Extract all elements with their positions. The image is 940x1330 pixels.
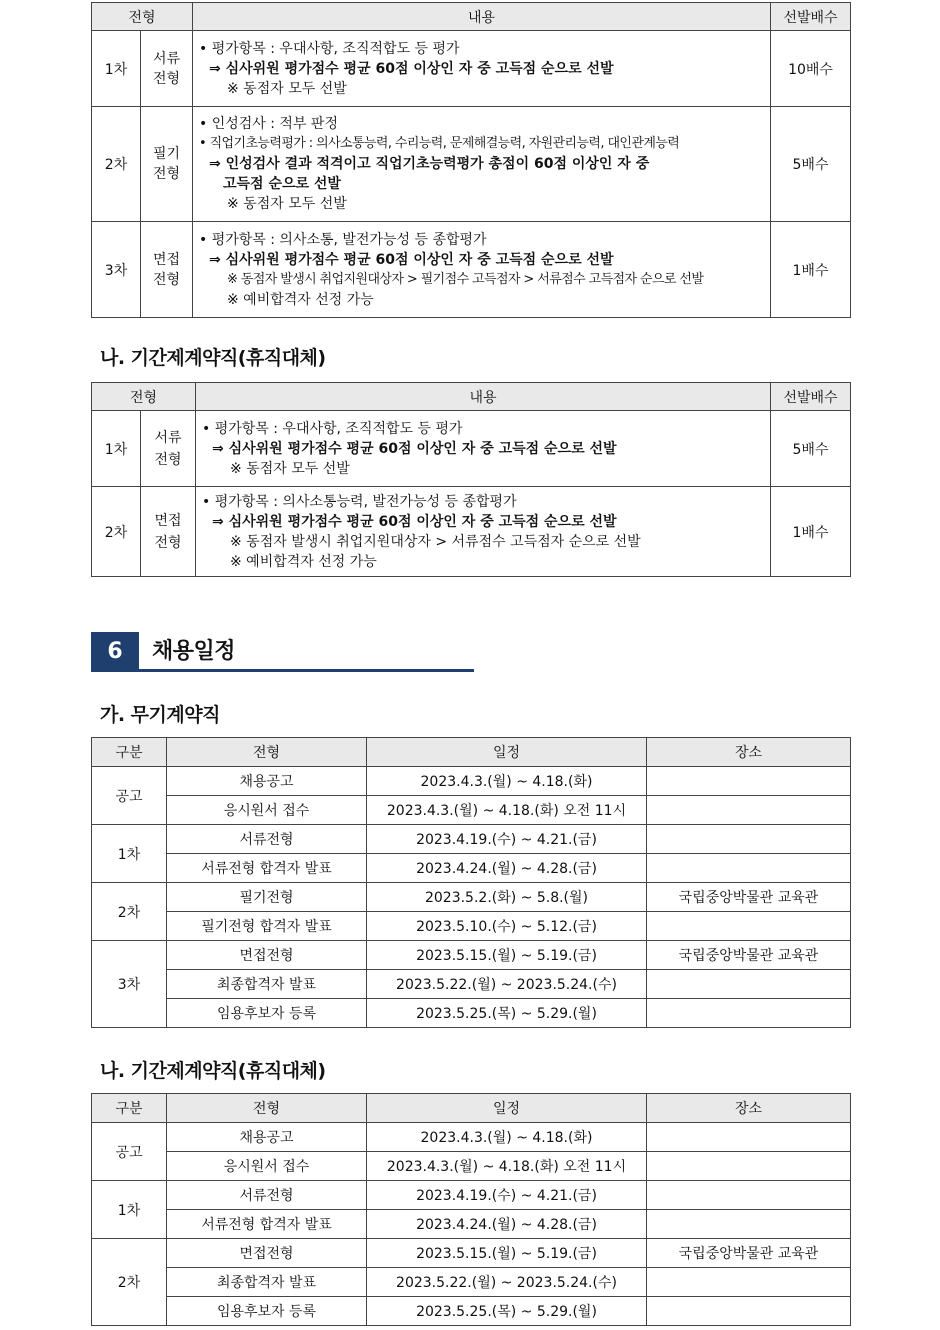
content-line: • 인성검사 : 적부 판정 [199, 116, 338, 132]
schedule-date: 2023.4.19.(수) ~ 4.21.(금) [367, 825, 647, 854]
schedule-date: 2023.4.19.(수) ~ 4.21.(금) [367, 1181, 647, 1210]
stage-content [193, 107, 771, 222]
table-row [92, 31, 851, 107]
table-row [92, 1123, 851, 1152]
table-row [92, 1210, 851, 1239]
schedule-date: 2023.5.22.(월) ~ 2023.5.24.(수) [367, 1268, 647, 1297]
schedule-date: 2023.5.15.(월) ~ 5.19.(금) [367, 1239, 647, 1268]
stage-ratio: 1배수 [771, 222, 851, 318]
table-row [92, 1297, 851, 1326]
table-row [92, 970, 851, 999]
header-content: 내용 [196, 383, 771, 411]
content-line: • 평가항목 : 의사소통, 발전가능성 등 종합평가 [199, 231, 487, 248]
stage-content [193, 31, 771, 107]
stage-type [141, 107, 193, 222]
table-row [92, 941, 851, 970]
content-line: • 평가항목 : 우대사항, 조직적합도 등 평가 [202, 420, 463, 437]
schedule-stage: 최종합격자 발표 [167, 970, 367, 999]
subheading-temporary: 나. 기간제계약직(휴직대체) [100, 347, 326, 369]
group-label: 1차 [92, 825, 167, 883]
group-label: 공고 [92, 767, 167, 825]
schedule-place [647, 970, 851, 999]
schedule-stage: 채용공고 [167, 767, 367, 796]
schedule-place [647, 1297, 851, 1326]
group-label: 2차 [92, 883, 167, 941]
table-row [92, 487, 851, 577]
stage-content [196, 411, 771, 487]
schedule-stage: 임용후보자 등록 [167, 999, 367, 1028]
schedule-date: 2023.4.3.(월) ~ 4.18.(화) [367, 767, 647, 796]
table-header-row [92, 1094, 851, 1123]
table-header-row [92, 738, 851, 767]
schedule-stage: 응시원서 접수 [167, 796, 367, 825]
schedule-date: 2023.5.25.(목) ~ 5.29.(월) [367, 999, 647, 1028]
content-line: ※ 동점자 발생시 취업지원대상자 > 필기점수 고득점자 > 서류점수 고득점자 순으로 선발 [227, 271, 704, 287]
table-row [92, 999, 851, 1028]
header-date: 일정 [367, 1094, 647, 1123]
stage-type [141, 411, 196, 487]
schedule-date: 2023.5.10.(수) ~ 5.12.(금) [367, 912, 647, 941]
content-line: • 직업기초능력평가 : 의사소통능력, 수리능력, 문제해결능력, 자원관리능력, 대인관계능력 [199, 136, 680, 151]
schedule-table-permanent [91, 737, 851, 1028]
schedule-stage: 최종합격자 발표 [167, 1268, 367, 1297]
stage-type-text: 면접 전형 [154, 512, 182, 551]
table-header-row [92, 383, 851, 411]
schedule-stage: 필기전형 합격자 발표 [167, 912, 367, 941]
schedule-place [647, 912, 851, 941]
stage-content [193, 222, 771, 318]
header-stage: 전형 [92, 3, 193, 31]
content-line: ⇒ 인성검사 결과 적격이고 직업기초능력평가 총점이 60점 이상인 자 중 [209, 156, 650, 172]
stage-ratio: 5배수 [771, 411, 851, 487]
schedule-place [647, 1210, 851, 1239]
schedule-stage: 서류전형 합격자 발표 [167, 1210, 367, 1239]
stage-ratio: 10배수 [771, 31, 851, 107]
header-ratio: 선발배수 [771, 3, 851, 31]
schedule-stage: 서류전형 [167, 1181, 367, 1210]
subheading-temporary-schedule: 나. 기간제계약직(휴직대체) [100, 1060, 326, 1082]
content-line: • 평가항목 : 우대사항, 조직적합도 등 평가 [199, 40, 460, 57]
content-line: ⇒ 심사위원 평가점수 평균 60점 이상인 자 중 고득점 순으로 선발 [209, 60, 614, 77]
header-stage: 전형 [167, 1094, 367, 1123]
stage-type [141, 487, 196, 577]
stage-ratio: 5배수 [771, 107, 851, 222]
table-row [92, 1239, 851, 1268]
schedule-date: 2023.4.3.(월) ~ 4.18.(화) 오전 11시 [367, 796, 647, 825]
table-row [92, 222, 851, 318]
schedule-place [647, 825, 851, 854]
group-label: 1차 [92, 1181, 167, 1239]
stage-type [141, 222, 193, 318]
table-row [92, 1152, 851, 1181]
header-place: 장소 [647, 738, 851, 767]
table-row [92, 767, 851, 796]
schedule-place [647, 796, 851, 825]
stage-type-text: 서류 전형 [152, 50, 181, 87]
header-place: 장소 [647, 1094, 851, 1123]
schedule-stage: 임용후보자 등록 [167, 1297, 367, 1326]
content-line: • 평가항목 : 의사소통능력, 발전가능성 등 종합평가 [202, 493, 517, 510]
content-line: ※ 동점자 모두 선발 [227, 196, 347, 212]
content-line: ⇒ 심사위원 평가점수 평균 60점 이상인 자 중 고득점 순으로 선발 [209, 251, 614, 268]
stage-type-text: 서류 전형 [154, 429, 182, 468]
header-stage: 전형 [92, 383, 196, 411]
subheading-permanent: 가. 무기계약직 [100, 704, 220, 726]
schedule-place: 국립중앙박물관 교육관 [647, 941, 851, 970]
schedule-date: 2023.5.2.(화) ~ 5.8.(월) [367, 883, 647, 912]
stage-number: 2차 [92, 487, 141, 577]
schedule-stage: 응시원서 접수 [167, 1152, 367, 1181]
content-line: ※ 동점자 모두 선발 [227, 80, 347, 97]
schedule-date: 2023.4.24.(월) ~ 4.28.(금) [367, 854, 647, 883]
stage-number: 1차 [92, 411, 141, 487]
stage-ratio: 1배수 [771, 487, 851, 577]
table-row [92, 912, 851, 941]
schedule-place [647, 1123, 851, 1152]
header-content: 내용 [193, 3, 771, 31]
header-stage: 전형 [167, 738, 367, 767]
content-line: ※ 예비합격자 선정 가능 [227, 291, 374, 308]
table-row [92, 883, 851, 912]
table-row [92, 796, 851, 825]
content-line: ⇒ 심사위원 평가점수 평균 60점 이상인 자 중 고득점 순으로 선발 [212, 513, 617, 530]
schedule-place [647, 854, 851, 883]
schedule-stage: 서류전형 [167, 825, 367, 854]
stage-type-text: 필기 전형 [152, 146, 181, 182]
content-line: 고득점 순으로 선발 [223, 176, 341, 192]
schedule-date: 2023.4.3.(월) ~ 4.18.(화) [367, 1123, 647, 1152]
schedule-place [647, 767, 851, 796]
stage-number: 2차 [92, 107, 141, 222]
schedule-stage: 면접전형 [167, 1239, 367, 1268]
selection-table-temporary [91, 382, 851, 577]
section-title: 채용일정 [152, 639, 236, 664]
section-underline [91, 669, 474, 672]
header-category: 구분 [92, 1094, 167, 1123]
group-label: 2차 [92, 1239, 167, 1326]
stage-type-text: 면접 전형 [152, 251, 181, 288]
content-line: ※ 예비합격자 선정 가능 [230, 553, 377, 570]
table-row [92, 854, 851, 883]
schedule-stage: 면접전형 [167, 941, 367, 970]
group-label: 공고 [92, 1123, 167, 1181]
content-line: ⇒ 심사위원 평가점수 평균 60점 이상인 자 중 고득점 순으로 선발 [212, 440, 617, 457]
schedule-stage: 서류전형 합격자 발표 [167, 854, 367, 883]
schedule-place [647, 1268, 851, 1297]
table-row [92, 411, 851, 487]
selection-table-permanent [91, 2, 851, 318]
stage-content [196, 487, 771, 577]
stage-type [141, 31, 193, 107]
schedule-place [647, 1181, 851, 1210]
content-line: ※ 동점자 발생시 취업지원대상자 > 서류점수 고득점자 순으로 선발 [230, 533, 641, 550]
table-row [92, 107, 851, 222]
group-label: 3차 [92, 941, 167, 1028]
header-ratio: 선발배수 [771, 383, 851, 411]
schedule-date: 2023.4.3.(월) ~ 4.18.(화) 오전 11시 [367, 1152, 647, 1181]
table-row [92, 825, 851, 854]
stage-number: 1차 [92, 31, 141, 107]
schedule-date: 2023.5.22.(월) ~ 2023.5.24.(수) [367, 970, 647, 999]
schedule-date: 2023.5.25.(목) ~ 5.29.(월) [367, 1297, 647, 1326]
table-header-row [92, 3, 851, 31]
schedule-date: 2023.4.24.(월) ~ 4.28.(금) [367, 1210, 647, 1239]
schedule-stage: 필기전형 [167, 883, 367, 912]
table-row [92, 1181, 851, 1210]
schedule-place [647, 999, 851, 1028]
header-category: 구분 [92, 738, 167, 767]
schedule-place: 국립중앙박물관 교육관 [647, 883, 851, 912]
content-line: ※ 동점자 모두 선발 [230, 460, 350, 477]
stage-number: 3차 [92, 222, 141, 318]
header-date: 일정 [367, 738, 647, 767]
schedule-stage: 채용공고 [167, 1123, 367, 1152]
section-number: 6 [91, 632, 139, 672]
schedule-table-temporary [91, 1093, 851, 1326]
schedule-date: 2023.5.15.(월) ~ 5.19.(금) [367, 941, 647, 970]
schedule-place [647, 1152, 851, 1181]
schedule-place: 국립중앙박물관 교육관 [647, 1239, 851, 1268]
table-row [92, 1268, 851, 1297]
